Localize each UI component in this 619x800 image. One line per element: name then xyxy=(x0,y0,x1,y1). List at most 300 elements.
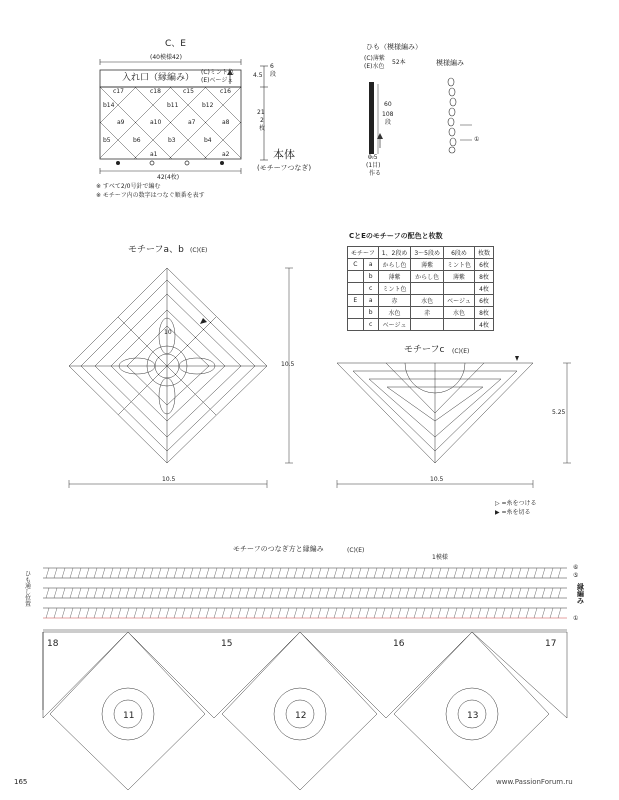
color-table-cell: b xyxy=(363,307,378,319)
edge-stitch xyxy=(454,588,457,598)
edge-stitch xyxy=(350,588,353,598)
edge-stitch xyxy=(518,588,521,598)
edge-stitch xyxy=(318,588,321,598)
edge-stitch xyxy=(558,588,561,598)
edge-stitch xyxy=(86,568,89,578)
edge-stitch xyxy=(94,568,97,578)
color-table-cell: ベージュ xyxy=(443,295,474,307)
bag-motif-label: c15 xyxy=(183,88,194,95)
edge-stitch xyxy=(254,608,257,618)
himo-dim-1: (1目) xyxy=(366,162,381,169)
edge-stitch xyxy=(414,568,417,578)
edge-stitch xyxy=(214,588,217,598)
edge-stitch xyxy=(78,588,81,598)
edge-stitch xyxy=(438,588,441,598)
color-table-header: 3〜5段め xyxy=(411,247,444,259)
bag-dim-2: 2 xyxy=(260,117,264,124)
edge-stitch xyxy=(518,608,521,618)
bag-motif-label: b6 xyxy=(133,137,141,144)
edge-stitch xyxy=(262,588,265,598)
edge-stitch xyxy=(118,588,121,598)
edge-stitch xyxy=(222,588,225,598)
edge-stitch xyxy=(430,588,433,598)
edge-stitch xyxy=(142,568,145,578)
color-table-cell: 水色 xyxy=(411,295,444,307)
edge-stitch xyxy=(462,588,465,598)
edge-stitch xyxy=(118,568,121,578)
edge-stitch xyxy=(406,588,409,598)
edge-stitch xyxy=(430,608,433,618)
edge-stitch xyxy=(422,608,425,618)
edge-stitch xyxy=(142,588,145,598)
bag-dim-mai: 枚 xyxy=(259,125,266,132)
edge-stitch xyxy=(254,588,257,598)
joining-motif-number: 18 xyxy=(47,639,59,649)
motif-ab-subtitle: (C)(E) xyxy=(190,247,208,254)
edge-stitch xyxy=(182,608,185,618)
edge-stitch xyxy=(310,588,313,598)
edge-stitch xyxy=(102,588,105,598)
edge-stitch xyxy=(318,608,321,618)
edge-stitch xyxy=(102,568,105,578)
edge-stitch xyxy=(534,608,537,618)
edge-stitch xyxy=(198,608,201,618)
edge-stitch xyxy=(174,588,177,598)
bag-body-sub: (モチーフつなぎ) xyxy=(257,164,312,172)
edge-stitch xyxy=(158,568,161,578)
edge-stitch xyxy=(406,608,409,618)
bag-width-top: (40模様42) xyxy=(150,54,182,61)
edge-stitch xyxy=(110,588,113,598)
edge-stitch xyxy=(190,588,193,598)
edge-stitch xyxy=(262,608,265,618)
bag-motif-label: b4 xyxy=(204,137,212,144)
edge-stitch xyxy=(286,608,289,618)
edge-stitch xyxy=(446,608,449,618)
edge-stitch xyxy=(46,608,49,618)
color-table-cell: 8枚 xyxy=(475,307,494,319)
edge-stitch xyxy=(62,588,65,598)
edge-stitch xyxy=(262,568,265,578)
color-table-cell: 赤 xyxy=(411,307,444,319)
edge-stitch xyxy=(174,608,177,618)
edge-stitch xyxy=(470,588,473,598)
motif-ab-height: 10.5 xyxy=(281,361,295,368)
color-table-cell: 6枚 xyxy=(475,295,494,307)
edge-stitch xyxy=(422,588,425,598)
edge-stitch xyxy=(350,608,353,618)
edge-stitch xyxy=(86,588,89,598)
edge-stitch xyxy=(222,568,225,578)
edge-stitch xyxy=(462,568,465,578)
edge-stitch xyxy=(126,568,129,578)
joining-row-5: ⑤ xyxy=(573,572,579,579)
edge-stitch xyxy=(230,588,233,598)
himo-e-color: (E)水色 xyxy=(364,63,385,70)
edge-stitch xyxy=(382,588,385,598)
edge-stitch xyxy=(70,588,73,598)
joining-subtitle: (C)(E) xyxy=(347,547,365,554)
himo-dim-row: 段 xyxy=(385,119,392,126)
edge-stitch xyxy=(374,568,377,578)
edge-stitch xyxy=(430,568,433,578)
joining-motif-number: 12 xyxy=(295,711,307,721)
edge-stitch xyxy=(278,588,281,598)
bag-legend-e: (E)ベージュ xyxy=(201,77,234,84)
edge-stitch xyxy=(398,568,401,578)
edge-stitch xyxy=(486,588,489,598)
edge-stitch xyxy=(134,588,137,598)
edge-stitch xyxy=(334,588,337,598)
edge-stitch xyxy=(294,568,297,578)
edge-stitch xyxy=(342,568,345,578)
bag-body-label: 本体 xyxy=(273,148,295,161)
edge-stitch xyxy=(470,568,473,578)
color-table-cell: ミント色 xyxy=(378,283,411,295)
edge-stitch xyxy=(526,588,529,598)
edge-stitch xyxy=(46,588,49,598)
edge-stitch xyxy=(534,588,537,598)
himo-dim-60: 60 xyxy=(384,101,392,108)
joining-motif-number: 13 xyxy=(467,711,479,721)
color-table-cell: 4枚 xyxy=(475,283,494,295)
bag-dim-45: 4.5 xyxy=(253,72,263,79)
motif-ab-center: 10 xyxy=(164,329,172,336)
edge-stitch xyxy=(62,608,65,618)
bag-opening-label: 入れ口（縁編み） xyxy=(122,73,195,83)
edge-stitch xyxy=(270,568,273,578)
edge-stitch xyxy=(526,608,529,618)
color-table-header: 枚数 xyxy=(475,247,494,259)
edge-stitch xyxy=(166,568,169,578)
edge-stitch xyxy=(158,608,161,618)
edge-stitch xyxy=(190,608,193,618)
edge-stitch xyxy=(174,568,177,578)
edge-stitch xyxy=(502,568,505,578)
edge-stitch xyxy=(550,568,553,578)
edge-stitch xyxy=(206,568,209,578)
edge-stitch xyxy=(358,568,361,578)
edge-stitch xyxy=(198,588,201,598)
edge-stitch xyxy=(134,568,137,578)
edge-stitch xyxy=(254,568,257,578)
edge-stitch xyxy=(302,588,305,598)
color-table-cell: からし色 xyxy=(378,259,411,271)
edge-stitch xyxy=(206,588,209,598)
edge-stitch xyxy=(478,588,481,598)
edge-stitch xyxy=(478,608,481,618)
edge-stitch xyxy=(342,588,345,598)
edge-stitch xyxy=(158,588,161,598)
edge-stitch xyxy=(310,568,313,578)
edge-stitch xyxy=(534,568,537,578)
bag-motif-label: b3 xyxy=(168,137,176,144)
edge-stitch xyxy=(542,588,545,598)
edge-stitch xyxy=(382,568,385,578)
bag-motif-label: b14 xyxy=(103,102,115,109)
edge-stitch xyxy=(182,568,185,578)
color-table-title: CとEのモチーフの配色と枚数 xyxy=(349,232,443,240)
bag-motif-label: a2 xyxy=(222,151,230,158)
edge-stitch xyxy=(78,608,81,618)
color-table-cell: 4枚 xyxy=(475,319,494,331)
color-table-header: 6段め xyxy=(443,247,474,259)
edge-stitch xyxy=(558,608,561,618)
edge-stitch xyxy=(350,568,353,578)
edge-stitch xyxy=(334,608,337,618)
edge-stitch xyxy=(286,588,289,598)
edge-stitch xyxy=(238,588,241,598)
edge-stitch xyxy=(118,608,121,618)
edge-stitch xyxy=(110,608,113,618)
edge-stitch xyxy=(190,568,193,578)
color-table-cell: C xyxy=(348,259,364,271)
edge-stitch xyxy=(398,608,401,618)
color-table-cell: 水色 xyxy=(443,307,474,319)
bag-motif-label: a1 xyxy=(150,151,158,158)
edge-stitch xyxy=(366,568,369,578)
edge-stitch xyxy=(446,568,449,578)
edge-stitch xyxy=(550,608,553,618)
edge-stitch xyxy=(390,568,393,578)
edge-stitch xyxy=(142,608,145,618)
color-table-cell: b xyxy=(363,271,378,283)
edge-stitch xyxy=(558,568,561,578)
edge-stitch xyxy=(150,568,153,578)
edge-stitch xyxy=(70,608,73,618)
edge-stitch xyxy=(526,568,529,578)
himo-dim-05: 0.5 xyxy=(368,154,378,161)
edge-stitch xyxy=(70,568,73,578)
edge-stitch xyxy=(302,608,305,618)
edge-stitch xyxy=(222,608,225,618)
edge-stitch xyxy=(238,608,241,618)
bag-title: C、E xyxy=(165,39,186,49)
bag-dim-21: 21 xyxy=(257,109,265,116)
edge-stitch xyxy=(214,608,217,618)
himo-title: ひも（模様編み） xyxy=(366,43,422,51)
color-table-cell: 8枚 xyxy=(475,271,494,283)
color-table-cell: 薄紫 xyxy=(378,271,411,283)
legend-cut: ▶ =糸を切る xyxy=(495,509,531,516)
edge-stitch xyxy=(278,608,281,618)
edge-stitch xyxy=(102,608,105,618)
edge-stitch xyxy=(342,608,345,618)
edge-stitch xyxy=(518,568,521,578)
color-table-cell: ベージュ xyxy=(378,319,411,331)
edge-stitch xyxy=(246,608,249,618)
edge-stitch xyxy=(318,568,321,578)
edge-stitch xyxy=(510,568,513,578)
edge-stitch xyxy=(438,608,441,618)
bag-motif-label: a9 xyxy=(117,119,125,126)
edge-stitch xyxy=(358,608,361,618)
bag-motif-label: a8 xyxy=(222,119,230,126)
page-number: 165 xyxy=(14,778,28,786)
edge-stitch xyxy=(326,568,329,578)
edge-stitch xyxy=(510,588,513,598)
edge-stitch xyxy=(502,588,505,598)
motif-c-subtitle: (C)(E) xyxy=(452,348,470,355)
edge-stitch xyxy=(150,608,153,618)
edge-stitch xyxy=(326,588,329,598)
edge-stitch xyxy=(390,588,393,598)
color-table-cell: a xyxy=(363,259,378,271)
joining-repeat: 1模様 xyxy=(432,554,448,561)
edge-stitch xyxy=(502,608,505,618)
edge-stitch xyxy=(182,588,185,598)
motif-c-title: モチーフc xyxy=(404,345,445,355)
edge-stitch xyxy=(358,588,361,598)
edge-stitch xyxy=(126,608,129,618)
edge-stitch xyxy=(550,588,553,598)
bag-width-bottom: 42(4枚) xyxy=(157,174,180,181)
bag-dim-dan: 段 xyxy=(270,71,277,78)
edge-stitch xyxy=(486,568,489,578)
himo-pattern-title: 模様編み xyxy=(436,59,464,67)
edge-stitch xyxy=(302,568,305,578)
bag-motif-label: c16 xyxy=(220,88,231,95)
edge-stitch xyxy=(374,608,377,618)
edge-stitch xyxy=(294,608,297,618)
edge-stitch xyxy=(94,588,97,598)
edge-stitch xyxy=(542,608,545,618)
edge-stitch xyxy=(494,608,497,618)
edge-stitch xyxy=(334,568,337,578)
edge-stitch xyxy=(438,568,441,578)
color-table-cell: c xyxy=(363,319,378,331)
color-table-header: モチーフ xyxy=(348,247,379,259)
edge-stitch xyxy=(382,608,385,618)
edge-stitch xyxy=(206,608,209,618)
joining-title: モチーフのつなぎ方と縁編み xyxy=(233,545,324,553)
edge-stitch xyxy=(398,588,401,598)
edge-stitch xyxy=(446,588,449,598)
color-table-cell: 6枚 xyxy=(475,259,494,271)
color-table-cell: c xyxy=(363,283,378,295)
himo-count: 52本 xyxy=(392,59,406,66)
motif-c-height: 5.25 xyxy=(552,409,566,416)
color-table-cell: 薄紫 xyxy=(411,259,444,271)
edge-stitch xyxy=(246,588,249,598)
edge-stitch xyxy=(310,608,313,618)
edge-stitch xyxy=(494,588,497,598)
bag-motif-label: a7 xyxy=(188,119,196,126)
edge-stitch xyxy=(478,568,481,578)
joining-row-6: ⑥ xyxy=(573,564,579,571)
motif-ab-title: モチーフa、b xyxy=(128,245,184,255)
edge-stitch xyxy=(110,568,113,578)
edge-stitch xyxy=(86,608,89,618)
bag-motif-label: c17 xyxy=(113,88,124,95)
edge-stitch xyxy=(414,588,417,598)
edge-stitch xyxy=(294,588,297,598)
edge-stitch xyxy=(406,568,409,578)
edge-stitch xyxy=(166,588,169,598)
edge-stitch xyxy=(62,568,65,578)
motif-c-width: 10.5 xyxy=(430,476,444,483)
edge-stitch xyxy=(462,608,465,618)
watermark: www.PassionForum.ru xyxy=(496,778,573,786)
himo-c-color: (C)薄紫 xyxy=(364,55,385,62)
edge-stitch xyxy=(366,608,369,618)
bag-note-2: ※ モチーフ内の数字はつなぐ順番を表す xyxy=(96,192,205,199)
color-table-cell: ミント色 xyxy=(443,259,474,271)
edge-stitch xyxy=(510,608,513,618)
edge-stitch xyxy=(366,588,369,598)
edge-stitch xyxy=(78,568,81,578)
edge-stitch xyxy=(54,568,57,578)
bag-note-1: ※ すべて2/0号針で編む xyxy=(96,183,161,190)
color-table-cell: E xyxy=(348,295,364,307)
joining-edge-label: 縁編み xyxy=(577,583,584,605)
edge-stitch xyxy=(150,588,153,598)
edge-stitch xyxy=(198,568,201,578)
edge-stitch xyxy=(454,568,457,578)
bag-dim-6: 6 xyxy=(270,63,274,70)
edge-stitch xyxy=(454,608,457,618)
edge-stitch xyxy=(270,608,273,618)
edge-stitch xyxy=(54,608,57,618)
joining-motif-number: 16 xyxy=(393,639,405,649)
color-table-header: 1、2段め xyxy=(378,247,411,259)
color-table-cell: 水色 xyxy=(378,307,411,319)
edge-stitch xyxy=(246,568,249,578)
edge-stitch xyxy=(230,568,233,578)
motif-ab-width: 10.5 xyxy=(162,476,176,483)
joining-motif-number: 17 xyxy=(545,639,557,649)
joining-motif-number: 11 xyxy=(123,711,135,721)
color-table-cell: a xyxy=(363,295,378,307)
edge-stitch xyxy=(94,608,97,618)
edge-stitch xyxy=(494,568,497,578)
edge-stitch xyxy=(270,588,273,598)
edge-stitch xyxy=(422,568,425,578)
edge-stitch xyxy=(166,608,169,618)
himo-make: 作る xyxy=(369,170,382,177)
color-table-cell: 薄紫 xyxy=(443,271,474,283)
joining-motif-number: 15 xyxy=(221,639,233,649)
edge-stitch xyxy=(486,608,489,618)
joining-row-1: ① xyxy=(573,615,579,622)
bag-motif-label: a10 xyxy=(150,119,162,126)
himo-dim-108: 108 xyxy=(382,111,394,118)
edge-stitch xyxy=(238,568,241,578)
bag-legend-c: (C)ミント色 xyxy=(201,69,234,76)
bag-motif-label: b11 xyxy=(167,102,179,109)
legend-join: ▷ =糸をつける xyxy=(495,500,537,507)
edge-stitch xyxy=(542,568,545,578)
edge-stitch xyxy=(286,568,289,578)
edge-stitch xyxy=(470,608,473,618)
edge-stitch xyxy=(326,608,329,618)
edge-stitch xyxy=(134,608,137,618)
edge-stitch xyxy=(126,588,129,598)
edge-stitch xyxy=(374,588,377,598)
edge-stitch xyxy=(278,568,281,578)
joining-himo-pos: ひも通し位置 xyxy=(25,571,32,608)
edge-stitch xyxy=(46,568,49,578)
bag-motif-label: b12 xyxy=(202,102,214,109)
edge-stitch xyxy=(414,608,417,618)
edge-stitch xyxy=(230,608,233,618)
color-table-cell: 赤 xyxy=(378,295,411,307)
edge-stitch xyxy=(54,588,57,598)
bag-motif-label: b5 xyxy=(103,137,111,144)
edge-stitch xyxy=(214,568,217,578)
himo-arrow-1: ① xyxy=(474,136,480,143)
bag-motif-label: c18 xyxy=(150,88,161,95)
